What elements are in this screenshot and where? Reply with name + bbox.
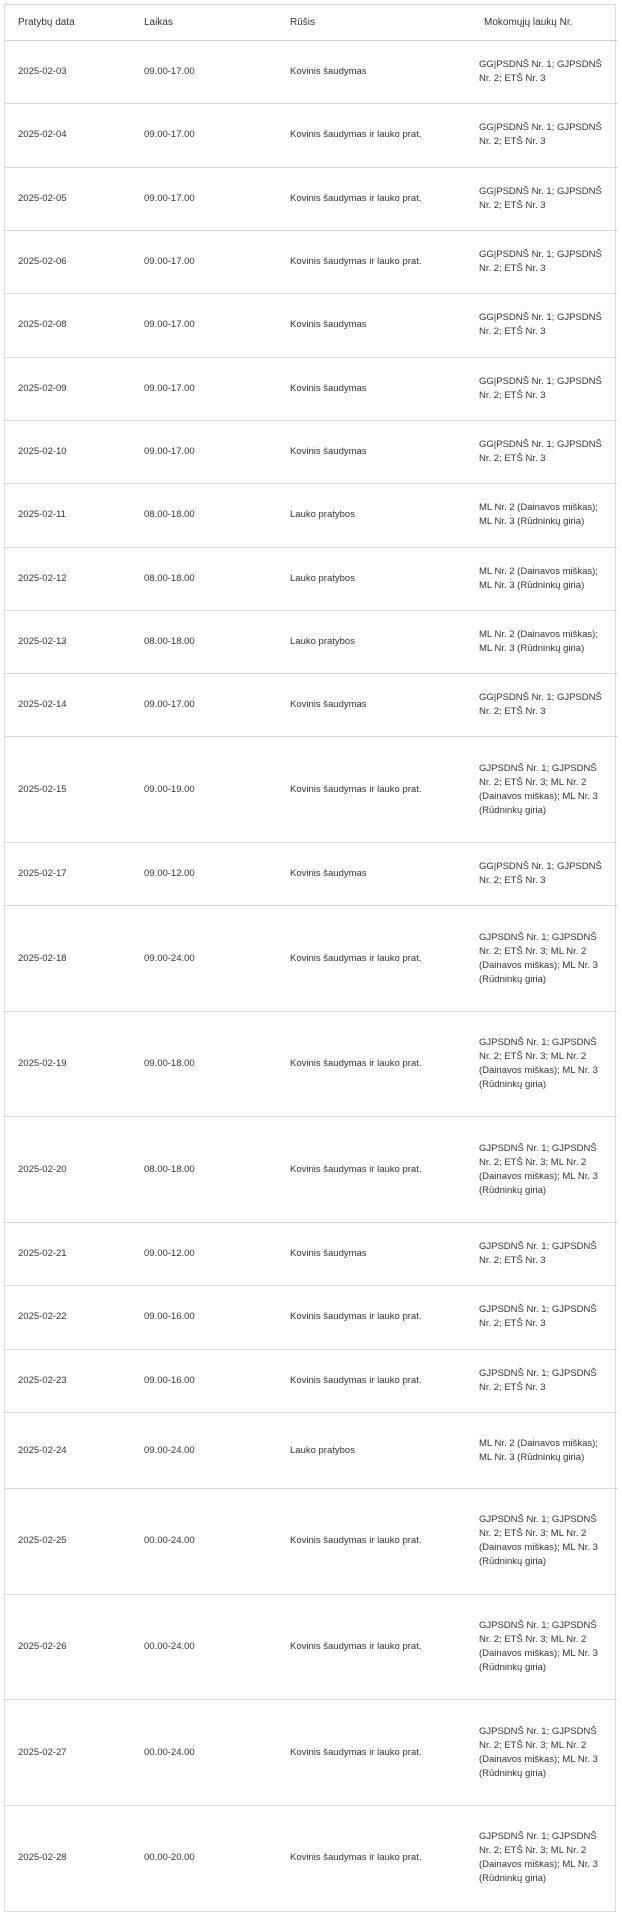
- cell-date: 2025-02-28: [18, 1852, 67, 1864]
- cell-date: 2025-02-13: [5, 610, 131, 673]
- cell-date: 2025-02-12: [5, 547, 131, 610]
- table-row: [5, 41, 617, 104]
- cell-time: 09.00-17.00: [131, 104, 277, 167]
- cell-type: Kovinis šaudymas ir lauko prat.: [277, 1011, 471, 1117]
- cell-type: Kovinis šaudymas ir lauko prat.: [277, 737, 471, 843]
- cell-date: 2025-02-20: [5, 1117, 131, 1223]
- table-row: [5, 737, 617, 843]
- cell-time: 09.00-16.00: [131, 1286, 277, 1349]
- cell-time: 09.00-12.00: [131, 842, 277, 905]
- table-row: [5, 1594, 617, 1700]
- cell-time: 09.00-17.00: [131, 230, 277, 293]
- cell-time: 00.00-24.00: [131, 1594, 277, 1700]
- cell-type: Kovinis šaudymas ir lauko prat.: [277, 906, 471, 1012]
- cell-fields: GG|PSDNŠ Nr. 1; GJPSDNŠ Nr. 2; ETŠ Nr. 3: [471, 420, 617, 483]
- cell-type: Kovinis šaudymas ir lauko prat.: [277, 230, 471, 293]
- table-row: [5, 610, 617, 673]
- cell-date: 2025-02-26: [5, 1594, 131, 1700]
- cell-fields: GJPSDNŠ Nr. 1; GJPSDNŠ Nr. 2; ETŠ Nr. 3; ML Nr. 2 (Dainavos miškas); ML Nr. 3 (Rūdninkų giria): [471, 1489, 617, 1595]
- cell-fields: GG|PSDNŠ Nr. 1; GJPSDNŠ Nr. 2; ETŠ Nr. 3: [471, 357, 617, 420]
- cell-date: 2025-02-27: [5, 1700, 131, 1806]
- table-row: [5, 357, 617, 420]
- table-row: [5, 906, 617, 1012]
- cell-date: 2025-02-15: [5, 737, 131, 843]
- table-row: [5, 167, 617, 230]
- cell-fields: GJPSDNŠ Nr. 1; GJPSDNŠ Nr. 2; ETŠ Nr. 3: [471, 1286, 617, 1349]
- column-header-date: Pratybų data: [5, 5, 131, 41]
- cell-date: 2025-02-18: [5, 906, 131, 1012]
- schedule-table: [5, 5, 617, 1911]
- table-row: [5, 1117, 617, 1223]
- cell-fields: GJPSDNŠ Nr. 1; GJPSDNŠ Nr. 2; ETŠ Nr. 3; ML Nr. 2 (Dainavos miškas); ML Nr. 3 (Rūdninkų giria): [471, 906, 617, 1012]
- cell-time: 09.00-17.00: [131, 41, 277, 104]
- cell-type: Kovinis šaudymas: [277, 294, 471, 357]
- cell-time: 09.00-17.00: [131, 420, 277, 483]
- cell-fields: ML Nr. 2 (Dainavos miškas); ML Nr. 3 (Rūdninkų giria): [471, 547, 617, 610]
- table-row: [5, 294, 617, 357]
- cell-fields: GJPSDNŠ Nr. 1; GJPSDNŠ Nr. 2; ETŠ Nr. 3: [471, 1349, 617, 1412]
- cell-time: 09.00-18.00: [131, 1011, 277, 1117]
- cell-time: 09.00-12.00: [131, 1222, 277, 1285]
- cell-time: 09.00-17.00: [131, 294, 277, 357]
- cell-date: 2025-02-08: [5, 294, 131, 357]
- cell-time: 08.00-18.00: [131, 484, 277, 547]
- table-row: [5, 547, 617, 610]
- cell-time: 09.00-16.00: [131, 1349, 277, 1412]
- cell-fields: ML Nr. 2 (Dainavos miškas); ML Nr. 3 (Rūdninkų giria): [471, 610, 617, 673]
- cell-type: Kovinis šaudymas ir lauko prat.: [277, 1117, 471, 1223]
- cell-fields: GJPSDNŠ Nr. 1; GJPSDNŠ Nr. 2; ETŠ Nr. 3; ML Nr. 2 (Dainavos miškas); ML Nr. 3 (Rūdninkų giria): [471, 1117, 617, 1223]
- column-header-time: Laikas: [131, 5, 277, 41]
- cell-type: Kovinis šaudymas: [277, 842, 471, 905]
- cell-time: 09.00-17.00: [131, 357, 277, 420]
- table-row: [5, 1222, 617, 1285]
- cell-date: 2025-02-04: [5, 104, 131, 167]
- cell-type: Kovinis šaudymas ir lauko prat.: [290, 1852, 422, 1864]
- cell-type: Kovinis šaudymas: [277, 41, 471, 104]
- cell-type: Kovinis šaudymas: [277, 420, 471, 483]
- cell-fields: GG|PSDNŠ Nr. 1; GJPSDNŠ Nr. 2; ETŠ Nr. 3: [471, 842, 617, 905]
- cell-fields: GG|PSDNŠ Nr. 1; GJPSDNŠ Nr. 2; ETŠ Nr. 3: [471, 104, 617, 167]
- cell-time: 08.00-18.00: [131, 610, 277, 673]
- table-body: [5, 41, 617, 1912]
- cell-fields: GJPSDNŠ Nr. 1; GJPSDNŠ Nr. 2; ETŠ Nr. 3; ML Nr. 2 (Dainavos miškas); ML Nr. 3 (Rūdninkų giria): [471, 1700, 617, 1806]
- cell-date: 2025-02-11: [5, 484, 131, 547]
- cell-date: 2025-02-19: [5, 1011, 131, 1117]
- table-row: [5, 1805, 617, 1911]
- cell-time: 09.00-24.00: [131, 1412, 277, 1488]
- cell-fields: GG|PSDNŠ Nr. 1; GJPSDNŠ Nr. 2; ETŠ Nr. 3: [471, 167, 617, 230]
- cell-type: Kovinis šaudymas ir lauko prat.: [277, 1489, 471, 1595]
- cell-date: 2025-02-05: [5, 167, 131, 230]
- cell-date: 2025-02-23: [5, 1349, 131, 1412]
- table-row: [5, 104, 617, 167]
- cell-date: 2025-02-17: [5, 842, 131, 905]
- cell-fields: GJPSDNŠ Nr. 1; GJPSDNŠ Nr. 2; ETŠ Nr. 3; ML Nr. 2 (Dainavos miškas); ML Nr. 3 (Rūdninkų giria): [471, 1011, 617, 1117]
- table-row: [5, 842, 617, 905]
- table-row: [5, 420, 617, 483]
- cell-date: 2025-02-09: [5, 357, 131, 420]
- cell-type: Kovinis šaudymas ir lauko prat.: [277, 1286, 471, 1349]
- table-row: [5, 1011, 617, 1117]
- cell-type: Kovinis šaudymas ir lauko prat.: [277, 1594, 471, 1700]
- cell-fields: GG|PSDNŠ Nr. 1; GJPSDNŠ Nr. 2; ETŠ Nr. 3: [471, 294, 617, 357]
- cell-date: 2025-02-21: [5, 1222, 131, 1285]
- cell-fields: GG|PSDNŠ Nr. 1; GJPSDNŠ Nr. 2; ETŠ Nr. 3: [471, 230, 617, 293]
- cell-time: 08.00-18.00: [131, 1117, 277, 1223]
- cell-type: Kovinis šaudymas: [277, 674, 471, 737]
- header-row: [5, 5, 617, 41]
- column-header-type: Rūšis: [277, 5, 471, 41]
- table-row: [5, 230, 617, 293]
- cell-time: 08.00-18.00: [131, 547, 277, 610]
- table-row: [5, 484, 617, 547]
- table-row: [5, 1412, 617, 1488]
- cell-time: 00.00-20.00: [144, 1852, 195, 1864]
- cell-fields: GJPSDNŠ Nr. 1; GJPSDNŠ Nr. 2; ETŠ Nr. 3; ML Nr. 2 (Dainavos miškas); ML Nr. 3 (Rūdninkų giria): [471, 1594, 617, 1700]
- cell-date: 2025-02-22: [5, 1286, 131, 1349]
- schedule-table-container: [4, 4, 616, 1912]
- cell-type: Kovinis šaudymas ir lauko prat.: [277, 1349, 471, 1412]
- cell-type: Kovinis šaudymas: [277, 1222, 471, 1285]
- cell-time: 09.00-17.00: [131, 167, 277, 230]
- cell-time: 09.00-19.00: [131, 737, 277, 843]
- cell-fields: GJPSDNŠ Nr. 1; GJPSDNŠ Nr. 2; ETŠ Nr. 3; ML Nr. 2 (Dainavos miškas); ML Nr. 3 (Rūdninkų giria): [471, 737, 617, 843]
- cell-fields: ML Nr. 2 (Dainavos miškas); ML Nr. 3 (Rūdninkų giria): [471, 484, 617, 547]
- cell-date: 2025-02-24: [5, 1412, 131, 1488]
- table-row: [5, 1489, 617, 1595]
- cell-date: 2025-02-10: [5, 420, 131, 483]
- column-header-fields: Mokomųjų laukų Nr.: [471, 5, 617, 41]
- table-row: [5, 1700, 617, 1806]
- cell-time: 00.00-24.00: [131, 1489, 277, 1595]
- cell-time: 09.00-24.00: [131, 906, 277, 1012]
- cell-fields: GG|PSDNŠ Nr. 1; GJPSDNŠ Nr. 2; ETŠ Nr. 3: [471, 674, 617, 737]
- cell-time: 09.00-17.00: [131, 674, 277, 737]
- cell-type: Lauko pratybos: [277, 1412, 471, 1488]
- cell-type: Kovinis šaudymas ir lauko prat.: [277, 104, 471, 167]
- cell-fields: GJPSDNŠ Nr. 1; GJPSDNŠ Nr. 2; ETŠ Nr. 3; ML Nr. 2 (Dainavos miškas); ML Nr. 3 (Rūdninkų giria): [479, 1831, 598, 1885]
- cell-date: 2025-02-03: [5, 41, 131, 104]
- cell-date: 2025-02-06: [5, 230, 131, 293]
- table-header: [5, 5, 617, 41]
- cell-date: 2025-02-25: [5, 1489, 131, 1595]
- cell-type: Lauko pratybos: [277, 610, 471, 673]
- cell-type: Kovinis šaudymas ir lauko prat.: [277, 167, 471, 230]
- table-row: [5, 1286, 617, 1349]
- cell-type: Kovinis šaudymas: [277, 357, 471, 420]
- cell-fields: GG|PSDNŠ Nr. 1; GJPSDNŠ Nr. 2; ETŠ Nr. 3: [471, 41, 617, 104]
- cell-fields: ML Nr. 2 (Dainavos miškas); ML Nr. 3 (Rūdninkų giria): [471, 1412, 617, 1488]
- table-row: [5, 1349, 617, 1412]
- cell-type: Kovinis šaudymas ir lauko prat.: [277, 1700, 471, 1806]
- cell-type: Lauko pratybos: [277, 484, 471, 547]
- table-row: [5, 674, 617, 737]
- cell-date: 2025-02-14: [5, 674, 131, 737]
- cell-type: Lauko pratybos: [277, 547, 471, 610]
- cell-fields: GJPSDNŠ Nr. 1; GJPSDNŠ Nr. 2; ETŠ Nr. 3: [471, 1222, 617, 1285]
- cell-time: 00.00-24.00: [131, 1700, 277, 1806]
